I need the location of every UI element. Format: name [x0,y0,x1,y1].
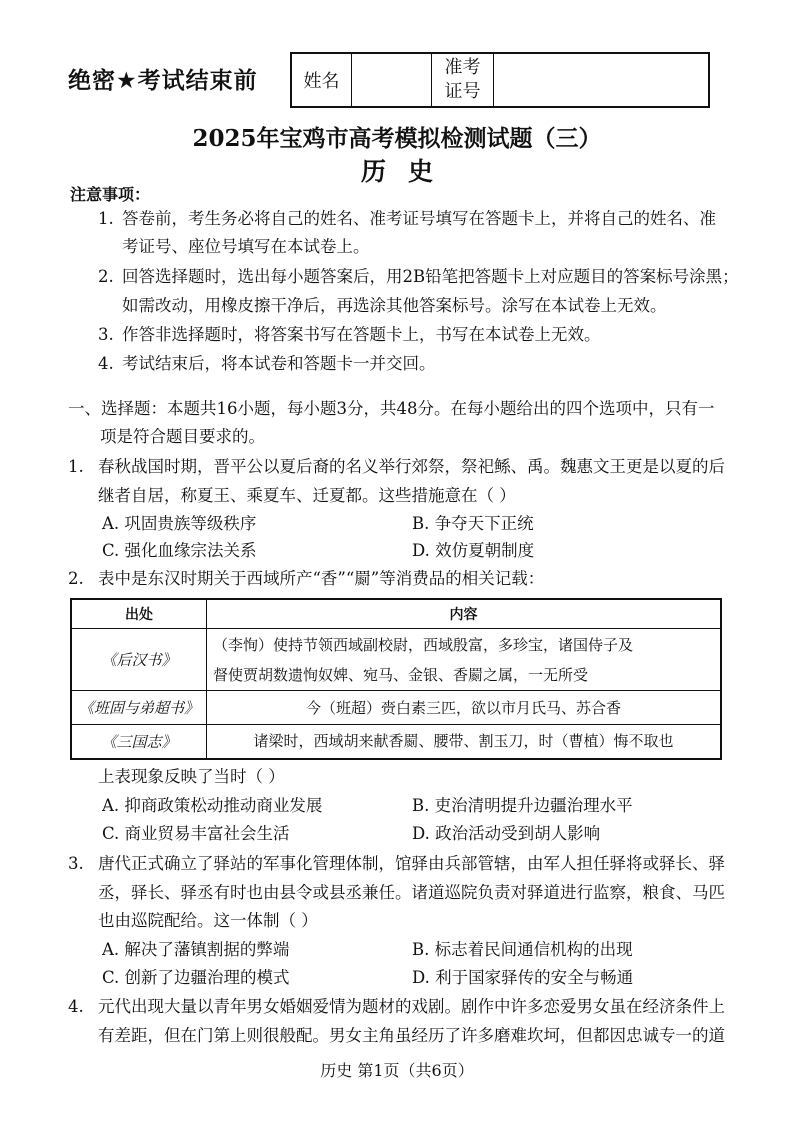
question-number: 1. [68,457,84,476]
option-b[interactable]: B. 标志着民间通信机构的出现 [412,940,633,959]
name-label: 姓名 [292,54,352,106]
option-c[interactable]: C. 强化血缘宗法关系 [102,541,257,560]
table-cell-content-line: （李恂）使持节领西域副校尉，西域殷富，多珍宝，诸国侍子及 [213,635,634,654]
section-instruction: 项是符合题目要求的。 [100,427,265,446]
notice-item-text: 答卷前，考生务必将自己的姓名、准考证号填写在答题卡上，并将自己的姓名、准 [122,209,716,228]
source-table [70,598,722,760]
notice-item-number: 1. [98,209,114,228]
question-number: 4. [68,997,84,1016]
table-row [71,725,721,759]
confidential-label: 绝密★考试结束前 [68,68,258,94]
table-header-source: 出处 [71,599,207,629]
option-b[interactable]: B. 吏治清明提升边疆治理水平 [412,796,633,815]
question-stem: 继者自居，称夏王、乘夏车、迁夏都。这些措施意在（ ） [98,486,516,505]
notice-item-text: 作答非选择题时，将答案书写在答题卡上，书写在本试卷上无效。 [122,325,601,344]
notice-item-number: 3. [98,325,114,344]
option-d[interactable]: D. 利于国家驿传的安全与畅通 [412,968,634,987]
notice-item-number: 4. [98,354,114,373]
option-c[interactable]: C. 商业贸易丰富社会生活 [102,824,290,843]
page-footer: 历史 第1页（共6页） [320,1061,474,1080]
question-stem: 也由巡院配给。这一体制（ ） [98,911,318,930]
question-stem: 上表现象反映了当时（ ） [98,767,285,786]
notice-item-text: 如需改动，用橡皮擦干净后，再选涂其他答案标号。涂写在本试卷上无效。 [122,296,667,315]
table-header-row [71,599,721,629]
question-stem: 丞，驿长、驿丞有时也由县令或县丞兼任。诸道巡院负责对驿道进行监察，粮食、马匹 [98,883,725,902]
section-instruction: 一、选择题：本题共16小题，每小题3分，共48分。在每小题给出的四个选项中，只有一 [68,399,715,418]
table-header-content: 内容 [207,599,722,629]
table-cell-content: 诸梁时，西域胡来献香罽、腰带、割玉刀，时（曹植）悔不取也 [207,725,722,759]
candidate-info-table [290,52,710,108]
exam-number-label [432,54,494,106]
option-d[interactable]: D. 政治活动受到胡人影响 [412,824,601,843]
option-a[interactable]: A. 解决了藩镇割据的弊端 [102,940,290,959]
table-row [71,691,721,725]
option-c[interactable]: C. 创新了边疆治理的模式 [102,968,290,987]
notice-item-text: 考试结束后，将本试卷和答题卡一并交回。 [122,354,436,373]
exam-number-field[interactable] [494,54,708,106]
table-cell-content: 今（班超）赍白素三匹，欲以市月氏马、苏合香 [207,691,722,725]
option-b[interactable]: B. 争夺天下正统 [412,514,534,533]
exam-number-label-line1: 准考 [444,57,481,78]
question-stem: 唐代正式确立了驿站的军事化管理体制，馆驿由兵部管辖，由军人担任驿将或驿长、驿 [98,854,725,873]
exam-title: 2025年宝鸡市高考模拟检测试题（三） [192,125,602,152]
question-stem: 元代出现大量以青年男女婚姻爱情为题材的戏剧。剧作中许多恋爱男女虽在经济条件上 [98,997,725,1016]
question-number: 3. [68,854,84,873]
table-cell-source: 《三国志》 [71,725,207,759]
name-field[interactable] [352,54,432,106]
option-a[interactable]: A. 抑商政策松动推动商业发展 [102,796,323,815]
table-cell-source: 《后汉书》 [71,629,207,691]
notice-item-number: 2. [98,267,114,286]
option-a[interactable]: A. 巩固贵族等级秩序 [102,514,257,533]
table-row [71,629,721,691]
subject-title: 历史 [360,157,455,186]
notice-heading: 注意事项： [70,185,151,204]
table-cell-content-line: 督使贾胡数遗恂奴婢、宛马、金银、香罽之属，一无所受 [213,665,589,684]
question-stem: 有差距，但在门第上则很般配。男女主角虽经历了许多磨难坎坷，但都因忠诚专一的道 [98,1026,725,1045]
notice-item-text: 回答选择题时，选出每小题答案后，用2B铅笔把答题卡上对应题目的答案标号涂黑； [122,267,739,286]
question-stem: 表中是东汉时期关于西域所产“香”“罽”等消费品的相关记载： [98,569,545,588]
table-cell-source: 《班固与弟超书》 [71,691,207,725]
exam-number-label-line2: 证号 [444,81,481,102]
notice-item-text: 考证号、座位号填写在本试卷上。 [122,237,370,256]
option-d[interactable]: D. 效仿夏朝制度 [412,541,535,560]
table-cell-content [207,629,722,691]
question-stem: 春秋战国时期，晋平公以夏后裔的名义举行郊祭，祭祀鲧、禹。魏惠文王更是以夏的后 [98,457,725,476]
question-number: 2. [68,569,84,588]
